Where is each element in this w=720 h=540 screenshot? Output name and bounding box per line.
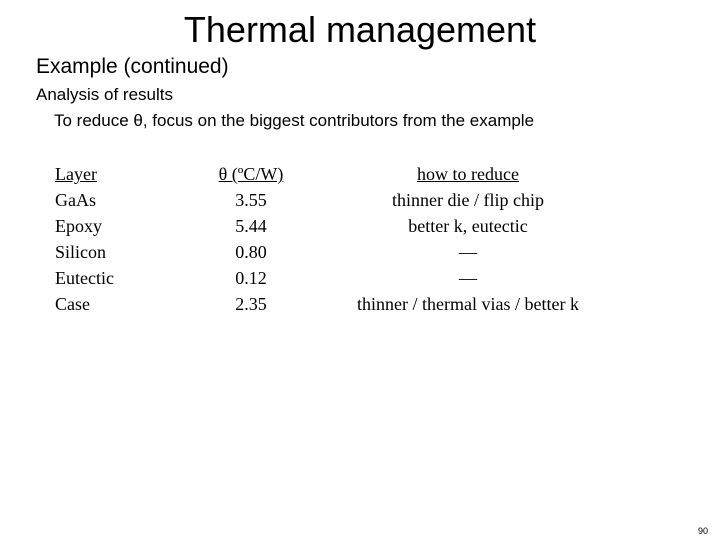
layer-cell: Silicon — [55, 242, 107, 262]
how-to-reduce-cell: better k, eutectic — [408, 216, 528, 236]
table-row — [0, 265, 720, 291]
how-to-reduce-cell: — — [459, 242, 477, 262]
header-layer: Layer — [55, 164, 97, 184]
subtitle: Example (continued) — [36, 55, 229, 78]
how-to-reduce-cell: thinner / thermal vias / better k — [357, 294, 579, 314]
page-number: 90 — [697, 526, 708, 536]
layer-cell: Epoxy — [55, 216, 102, 236]
theta-cell: 3.55 — [235, 190, 267, 210]
theta-cell: 0.12 — [235, 268, 267, 288]
theta-cell: 5.44 — [235, 216, 267, 236]
table-row — [0, 213, 720, 239]
theta-cell: 2.35 — [235, 294, 267, 314]
table-header-row — [0, 161, 720, 187]
page-title: Thermal management — [183, 9, 537, 50]
layer-cell: Case — [55, 294, 90, 314]
how-to-reduce-cell: — — [459, 268, 477, 288]
layer-cell: GaAs — [55, 190, 96, 210]
table-row — [0, 291, 720, 317]
header-theta: θ (ºC/W) — [218, 164, 284, 184]
analysis-heading: Analysis of results — [36, 85, 173, 104]
how-to-reduce-cell: thinner die / flip chip — [392, 190, 544, 210]
header-how-to-reduce: how to reduce — [417, 164, 519, 184]
theta-cell: 0.80 — [235, 242, 267, 262]
table-row — [0, 239, 720, 265]
reduce-instruction: To reduce θ, focus on the biggest contributors from the example — [54, 111, 535, 130]
layer-cell: Eutectic — [55, 268, 114, 288]
table-row — [0, 187, 720, 213]
